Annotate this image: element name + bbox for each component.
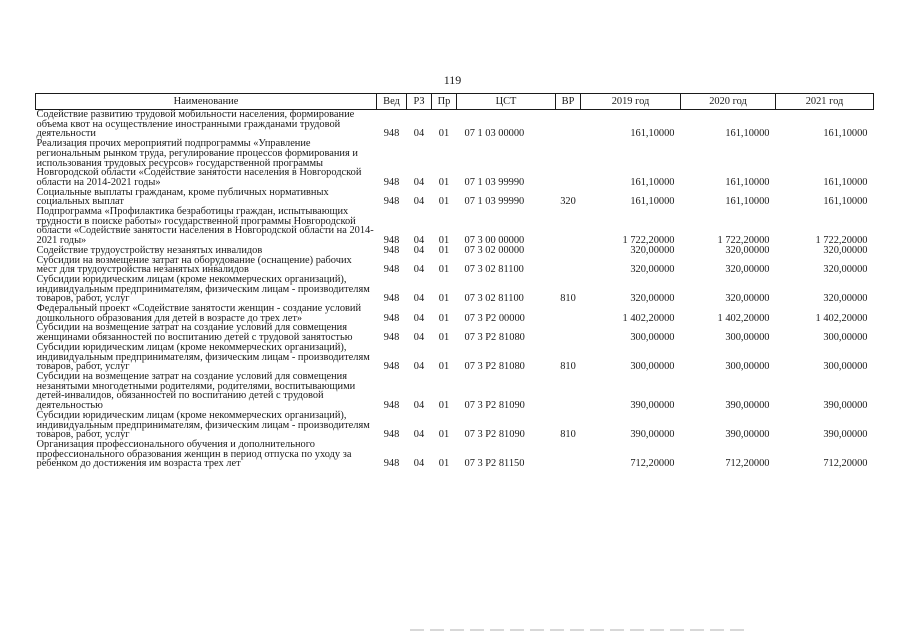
row-2020: 161,10000 [725, 196, 770, 208]
row-cst: 07 1 03 00000 [464, 128, 525, 140]
row-vr [556, 139, 581, 188]
row-cst: 07 3 P2 81090 [464, 400, 525, 412]
row-cst: 07 3 02 00000 [464, 244, 525, 256]
row-2020: 712,20000 [725, 458, 770, 470]
row-2019: 320,00000 [630, 293, 675, 305]
header-2021: 2021 год [776, 94, 874, 110]
row-2020: 1 722,20000 [717, 235, 770, 247]
row-rz: 04 [413, 332, 425, 344]
budget-table [35, 93, 874, 469]
row-pr: 01 [438, 458, 450, 470]
header-rz: РЗ [407, 94, 432, 110]
row-ved: 948 [383, 196, 400, 208]
row-2019: 390,00000 [630, 400, 675, 412]
row-2021: 390,00000 [823, 400, 868, 412]
table-row [36, 139, 874, 188]
row-rz: 04 [413, 361, 425, 373]
row-pr: 01 [438, 429, 450, 441]
table-row [36, 304, 874, 323]
row-2019: 161,10000 [630, 128, 675, 140]
row-2021: 1 722,20000 [815, 235, 868, 247]
header-vr: ВР [556, 94, 581, 110]
row-cst: 07 3 02 81100 [464, 293, 524, 305]
row-cst: 07 1 03 99990 [464, 176, 525, 188]
row-2020: 320,00000 [725, 264, 770, 276]
row-2020: 161,10000 [725, 128, 770, 140]
row-ved: 948 [383, 264, 400, 276]
row-cst: 07 3 00 00000 [464, 235, 525, 247]
table-row [36, 275, 874, 304]
header-ved: Вед [377, 94, 407, 110]
scan-artifact [410, 629, 750, 631]
row-pr: 01 [438, 128, 450, 140]
row-ved: 948 [383, 293, 400, 305]
row-name: Содействие трудоустройству незанятых инвалидов [36, 244, 263, 256]
row-rz: 04 [413, 293, 425, 305]
row-2021: 320,00000 [823, 244, 868, 256]
row-2019: 320,00000 [630, 264, 675, 276]
row-rz: 04 [413, 196, 425, 208]
row-vr [556, 440, 581, 469]
row-name: Подпрограмма «Профилактика безработицы граждан, испытывающих трудности в поиске работы» государственной программы Новгородской области «Содействие занятости населения в Новгородской области на 2014-2021 годы» [36, 206, 374, 247]
page-number: 119 [443, 73, 462, 87]
row-name: Содействие развитию трудовой мобильности населения, формирование объема квот на осуществление иностранными гражданами трудовой деятельности [36, 109, 355, 140]
header-pr: Пр [432, 94, 457, 110]
row-2019: 320,00000 [630, 244, 675, 256]
row-vr [556, 256, 581, 275]
row-2021: 300,00000 [823, 332, 868, 344]
table-row [36, 411, 874, 440]
row-vr [556, 246, 581, 256]
table-row [36, 256, 874, 275]
row-2021: 161,10000 [823, 176, 868, 188]
row-name: Субсидии на возмещение затрат на создание условий для совмещения женщинами обязанностей по воспитанию детей с трудовой занятостью [36, 322, 353, 344]
row-cst: 07 3 P2 81090 [464, 429, 525, 441]
row-2019: 712,20000 [630, 458, 675, 470]
row-ved: 948 [383, 458, 400, 470]
row-2020: 1 402,20000 [717, 312, 770, 324]
row-cst: 07 3 02 81100 [464, 264, 524, 276]
row-2020: 300,00000 [725, 361, 770, 373]
row-ved: 948 [383, 400, 400, 412]
table-row [36, 343, 874, 372]
row-rz: 04 [413, 458, 425, 470]
table-row [36, 323, 874, 342]
header-cst: ЦСТ [457, 94, 556, 110]
row-vr: 810 [560, 361, 576, 373]
row-pr: 01 [438, 293, 450, 305]
row-cst: 07 3 P2 81150 [464, 458, 525, 470]
row-pr: 01 [438, 361, 450, 373]
row-name: Субсидии на возмещение затрат на создание условий для совмещения незанятыми многодетными родителями, родителями, воспитывающими детей-инвалидов, обязанностей по воспитанию детей с трудовой деятельностью [36, 370, 356, 412]
row-pr: 01 [438, 196, 450, 208]
row-ved: 948 [383, 312, 400, 324]
row-2019: 390,00000 [630, 429, 675, 441]
table-header-row [36, 94, 874, 110]
row-name: Реализация прочих мероприятий подпрограммы «Управление региональным рынком труда, регулирование процессов формирования и использования трудовых ресурсов» государственной программы Новгородской области «Содействие занятости населения в Новгородской области на 2014-2021 годы» [36, 138, 362, 188]
row-vr: 320 [560, 196, 576, 208]
row-2021: 161,10000 [823, 196, 868, 208]
row-rz: 04 [413, 244, 425, 256]
row-2019: 161,10000 [630, 196, 675, 208]
row-rz: 04 [413, 235, 425, 247]
row-2019: 161,10000 [630, 176, 675, 188]
row-vr [556, 323, 581, 342]
row-2020: 390,00000 [725, 429, 770, 441]
row-rz: 04 [413, 264, 425, 276]
row-2021: 712,20000 [823, 458, 868, 470]
row-ved: 948 [383, 235, 400, 247]
header-2019: 2019 год [581, 94, 681, 110]
row-name: Субсидии юридическим лицам (кроме некоммерческих организаций), индивидуальным предпринимателям, физическим лицам - производителям товаров, работ, услуг [36, 409, 370, 441]
row-name: Субсидии юридическим лицам (кроме некоммерческих организаций), индивидуальным предпринимателям, физическим лицам - производителям товаров, работ, услуг [36, 341, 370, 373]
row-ved: 948 [383, 361, 400, 373]
row-2019: 300,00000 [630, 361, 675, 373]
row-ved: 948 [383, 128, 400, 140]
row-name: Федеральный проект «Содействие занятости женщин - создание условий дошкольного образования для детей в возрасте до трех лет» [36, 303, 362, 324]
row-name: Субсидии на возмещение затрат на оборудование (оснащение) рабочих мест для трудоустройства незанятых инвалидов [36, 254, 352, 276]
row-name: Социальные выплаты гражданам, кроме публичных нормативных социальных выплат [36, 186, 329, 208]
row-pr: 01 [438, 332, 450, 344]
row-cst: 07 3 P2 00000 [464, 312, 525, 324]
row-2021: 320,00000 [823, 293, 868, 305]
row-vr: 810 [560, 293, 576, 305]
row-pr: 01 [438, 235, 450, 247]
table-row [36, 207, 874, 246]
row-vr: 810 [560, 429, 576, 441]
row-2020: 320,00000 [725, 293, 770, 305]
row-cst: 07 3 P2 81080 [464, 361, 525, 373]
row-vr [556, 304, 581, 323]
row-ved: 948 [383, 176, 400, 188]
row-2021: 320,00000 [823, 264, 868, 276]
row-ved: 948 [383, 244, 400, 256]
row-2019: 1 402,20000 [622, 312, 675, 324]
row-2021: 1 402,20000 [815, 312, 868, 324]
row-rz: 04 [413, 312, 425, 324]
row-pr: 01 [438, 312, 450, 324]
row-ved: 948 [383, 429, 400, 441]
row-cst: 07 1 03 99990 [464, 196, 525, 208]
table-row [36, 188, 874, 207]
row-pr: 01 [438, 244, 450, 256]
row-cst: 07 3 P2 81080 [464, 332, 525, 344]
row-2020: 320,00000 [725, 244, 770, 256]
row-2021: 300,00000 [823, 361, 868, 373]
row-ved: 948 [383, 332, 400, 344]
row-vr [556, 372, 581, 411]
row-2020: 390,00000 [725, 400, 770, 412]
row-2021: 390,00000 [823, 429, 868, 441]
row-name: Субсидии юридическим лицам (кроме некоммерческих организаций), индивидуальным предпринимателям, физическим лицам - производителям товаров, работ, услуг [36, 273, 370, 305]
row-pr: 01 [438, 264, 450, 276]
row-2019: 300,00000 [630, 332, 675, 344]
row-pr: 01 [438, 400, 450, 412]
row-2020: 161,10000 [725, 176, 770, 188]
table-row [36, 110, 874, 140]
row-rz: 04 [413, 400, 425, 412]
row-2020: 300,00000 [725, 332, 770, 344]
row-vr [556, 207, 581, 246]
row-rz: 04 [413, 128, 425, 140]
row-pr: 01 [438, 176, 450, 188]
row-vr [556, 110, 581, 140]
table-row [36, 440, 874, 469]
row-name: Организация профессионального обучения и дополнительного профессионального образования женщин в период отпуска по уходу за ребенком до достижения им возраста трех лет [36, 438, 352, 470]
row-rz: 04 [413, 176, 425, 188]
header-name: Наименование [36, 94, 377, 110]
header-2020: 2020 год [681, 94, 776, 110]
row-rz: 04 [413, 429, 425, 441]
row-2021: 161,10000 [823, 128, 868, 140]
table-row [36, 372, 874, 411]
row-2019: 1 722,20000 [622, 235, 675, 247]
